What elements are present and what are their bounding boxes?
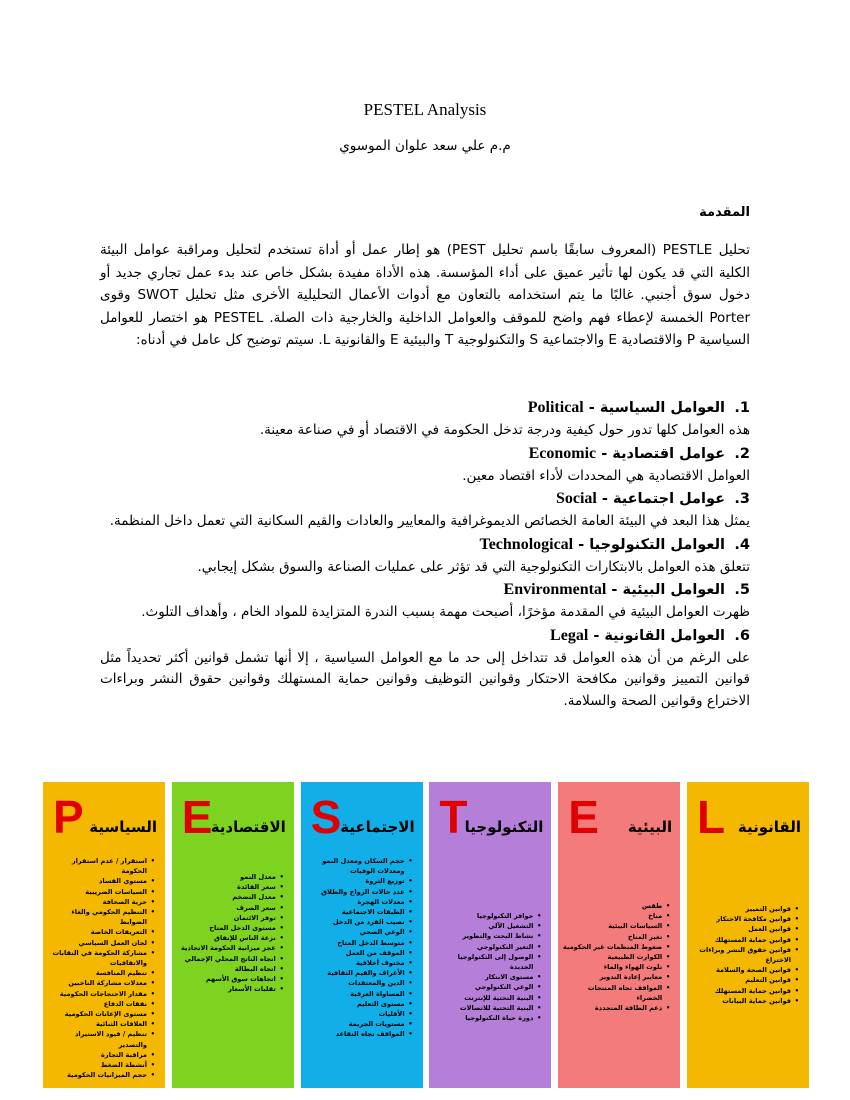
pestel-column-header xyxy=(687,782,809,856)
pestel-item: • قوانين حماية المستهلك xyxy=(691,935,799,945)
pestel-column-header xyxy=(429,782,551,856)
pestel-item: • مستوى الابتكار xyxy=(433,972,541,982)
factor-text: يمثل هذا البعد في البيئة العامة الخصائص الديموغرافية والمعايير والعادات والقيم السكانية التي تعمل داخل المنظمة. xyxy=(109,513,750,529)
factor-technological xyxy=(100,533,750,579)
pestel-item: • الوعي الصحي xyxy=(305,927,413,937)
factor-number: 4. xyxy=(734,536,750,553)
factor-title-en: Technological xyxy=(479,535,574,553)
pestel-column-3 xyxy=(301,782,423,1088)
pestel-item: • مستوى الدخل المتاح xyxy=(176,923,284,933)
pestel-item: • عجز ميزانية الحكومة الاتحادية xyxy=(176,943,284,953)
pestel-item: • الأقليات xyxy=(305,1009,413,1019)
pestel-label: السياسية xyxy=(89,818,157,836)
pestel-item: • تنظيم / قيود الاستيراد والتصدير xyxy=(47,1029,155,1049)
factor-title-en: Economic xyxy=(528,444,597,462)
pestel-item: • نزعة الناس للإنفاق xyxy=(176,933,284,943)
pestel-item: • قوانين مكافحة الاحتكار xyxy=(691,914,799,924)
factor-title-en: Environmental xyxy=(503,581,607,598)
pestel-letter: T xyxy=(439,791,468,843)
pestel-item: • طقس xyxy=(562,901,670,911)
factor-text: هذه العوامل كلها تدور حول كيفية ودرجة تدخل الحكومة في الاقتصاد أو في صناعة معينة. xyxy=(259,422,750,438)
pestel-item: • توفر الائتمان xyxy=(176,913,284,923)
pestel-label: البيئية xyxy=(627,818,673,836)
pestel-item: • حجم الميزانيات الحكومية xyxy=(47,1070,155,1080)
factor-number: 6. xyxy=(734,627,750,644)
document-title: PESTEL Analysis xyxy=(363,100,487,119)
factor-political xyxy=(100,396,750,442)
intro-paragraph: تحليل PESTLE (المعروف سابقًا باسم تحليل PEST) هو إطار عمل أو أداة تستخدم لتحليل ومراقبة عوامل البيئة الكلية التي قد يكون لها تأثير عميق على أداء المؤسسة. هذه الأداة مفيدة بشكل خاص عند بدء عمل تجاري جديد أو دخول سوق أجنبي. غالبًا ما يتم استخدامه بالتعاون مع أدوات الأعمال التحليلية الأخرى مثل تحليل SWOT وقوى Porter الخمسة لإعطاء فهم واضح للموقف والعوامل الداخلية والخارجية ذات الصلة. PESTEL هو اختصار للعوامل السياسية P والاقتصادية E والاجتماعية S والتكنولوجية T والبيئية E والقانونية L. سيتم توضيح كل عامل في أدناه: xyxy=(100,242,750,349)
pestel-item: • نصيب الفرد من الدخل xyxy=(305,917,413,927)
pestel-item: • اتجاه الناتج المحلي الإجمالي xyxy=(176,954,284,964)
pestel-item: • الوصول إلى التكنولوجيا الجديدة xyxy=(433,952,541,972)
pestel-infographic xyxy=(43,782,809,1088)
pestel-item: • التعريفات الخاصة xyxy=(47,927,155,937)
pestel-item: • مستويات الجريمة xyxy=(305,1019,413,1029)
pestel-column-5 xyxy=(558,782,680,1088)
factor-title-ar: العوامل التكنولوجيا - xyxy=(573,536,725,553)
pestel-label: التكنولوجيا xyxy=(464,818,544,836)
pestel-item: • قوانين حماية المستهلك xyxy=(691,986,799,996)
pestel-column-2 xyxy=(172,782,294,1088)
factor-number: 1. xyxy=(734,400,750,416)
pestel-item: • قوانين حماية البيانات xyxy=(691,996,799,1006)
pestel-item: • البنية التحتية للاتصالات xyxy=(433,1003,541,1013)
pestel-item: • مختوف أخلاقية xyxy=(305,958,413,968)
factor-number: 5. xyxy=(734,582,750,598)
pestel-item: • استقرار / عدم استقرار الحكومة xyxy=(47,856,155,876)
pestel-item: • اتجاهات سوق الأسهم xyxy=(176,974,284,984)
pestel-item: • مستوى الفساد xyxy=(47,876,155,886)
pestel-column-body xyxy=(429,856,551,1088)
pestel-item: • التنظيم الحكومي والغاء الضوابط xyxy=(47,907,155,927)
pestel-item: • معدلات الهجرة xyxy=(305,897,413,907)
pestel-item: • المواقف تجاه المنتجات الخضراء xyxy=(562,983,670,1003)
pestel-column-body xyxy=(687,856,809,1088)
pestel-item: • قوانين العمل xyxy=(691,924,799,934)
pestel-item: • تلوث الهواء والماء xyxy=(562,962,670,972)
factor-text: تتعلق هذه العوامل بالابتكارات التكنولوجية التي قد تؤثر على عمليات الصناعة والسوق بشكل إيجابي. xyxy=(197,558,750,575)
pestel-item: • الكوارث الطبيعية xyxy=(562,952,670,962)
intro-heading: المقدمة xyxy=(699,205,750,220)
pestel-item: • نشاط البحث والتطوير xyxy=(433,931,541,941)
pestel-items-list xyxy=(687,856,809,1006)
factor-title-en: Political xyxy=(527,399,584,416)
pestel-item: • أنشطة الضغط xyxy=(47,1060,155,1070)
factor-title-ar: العوامل القانونية - xyxy=(588,627,725,644)
pestel-items-list xyxy=(172,856,294,994)
pestel-items-list xyxy=(301,856,423,1040)
pestel-column-4 xyxy=(429,782,551,1088)
pestel-items-list xyxy=(429,856,551,1023)
pestel-item: • مستوى الإعانات الحكومية xyxy=(47,1009,155,1019)
pestel-item: • لجان العمل السياسي xyxy=(47,938,155,948)
pestel-column-header xyxy=(558,782,680,856)
pestel-column-header xyxy=(172,782,294,856)
pestel-item: • التشغيل الآلي xyxy=(433,921,541,931)
pestel-item: • مراقبة التجارة xyxy=(47,1050,155,1060)
pestel-column-body xyxy=(558,856,680,1088)
pestel-item: • العلاقات الثنائية xyxy=(47,1019,155,1029)
factor-title-ar: العوامل السياسية - xyxy=(583,400,725,416)
pestel-item: • قوانين التعليم xyxy=(691,975,799,985)
factor-legal xyxy=(100,624,750,713)
pestel-item: • ضغوط المنظمات غير الحكومية xyxy=(562,942,670,952)
pestel-label: الاقتصادية xyxy=(210,818,286,836)
pestel-item: • المساواة العرقية xyxy=(305,989,413,999)
pestel-item: • قوانين الصحة والسلامة xyxy=(691,965,799,975)
pestel-column-6 xyxy=(687,782,809,1088)
pestel-item: • الوعي التكنولوجي xyxy=(433,982,541,992)
pestel-column-1 xyxy=(43,782,165,1088)
pestel-item: • اتجاه البطالة xyxy=(176,964,284,974)
pestel-item: • مناخ xyxy=(562,911,670,921)
pestel-item: • عدد حالات الزواج والطلاق xyxy=(305,887,413,897)
pestel-item: • تقلبات الأسعار xyxy=(176,984,284,994)
pestel-item: • متوسط الدخل المتاح xyxy=(305,938,413,948)
pestel-item: • البنية التحتية للإنترنت xyxy=(433,993,541,1003)
pestel-item: • توزيع الثروة xyxy=(305,876,413,886)
pestel-item: • مقدار الاحتجاجات الحكومية xyxy=(47,989,155,999)
pestel-item: • السياسات البيئية xyxy=(562,921,670,931)
pestel-item: • دعم الطاقة المتجددة xyxy=(562,1003,670,1013)
pestel-item: • السياسات الضريبية xyxy=(47,887,155,897)
pestel-item: • سعر الفائدة xyxy=(176,882,284,892)
pestel-label: القانونية xyxy=(737,818,801,836)
pestel-column-body xyxy=(301,856,423,1088)
pestel-item: • قوانين التمييز xyxy=(691,904,799,914)
pestel-item: • معدل التضخم xyxy=(176,892,284,902)
pestel-items-list xyxy=(558,856,680,1013)
pestel-letter: P xyxy=(53,791,84,843)
factor-text: ظهرت العوامل البيئية في المقدمة مؤخرًا، أصبحت مهمة بسبب الندرة المتزايدة للمواد الخام ، وأهداف التلوث. xyxy=(141,604,750,620)
pestel-item: • حرية الصحافة xyxy=(47,897,155,907)
pestel-column-body xyxy=(43,856,165,1088)
factor-text: على الرغم من أن هذه العوامل قد تتداخل إلى حد ما مع العوامل السياسية ، إلا أنها تشمل قوانين أكثر تحديداً مثل قوانين التمييز وقوانين مكافحة الاحتكار وقوانين التوظيف وقوانين حماية المستهلك وقوانين حقوق النشر وبراءات الاختراع وقوانين الصحة والسلامة. xyxy=(100,649,750,709)
factor-number: 2. xyxy=(734,445,750,462)
pestel-items-list xyxy=(43,856,165,1080)
pestel-item: • مستوى التعليم xyxy=(305,999,413,1009)
factor-number: 3. xyxy=(734,491,750,507)
factor-title-ar: العوامل البيئية - xyxy=(606,582,725,598)
pestel-item: • الدين والمعتقدات xyxy=(305,978,413,988)
pestel-item: • معدل النمو xyxy=(176,872,284,882)
pestel-column-header xyxy=(43,782,165,856)
pestel-letter: L xyxy=(697,791,726,843)
pestel-item: • حوافز التكنولوجيا xyxy=(433,911,541,921)
pestel-letter: S xyxy=(310,791,342,843)
factor-title-en: Legal xyxy=(550,626,589,644)
factor-title-en: Social xyxy=(555,490,597,507)
pestel-column-body xyxy=(172,856,294,1088)
pestel-item: • تنظيم المنافسة xyxy=(47,968,155,978)
pestel-item: • نفقات الدفاع xyxy=(47,999,155,1009)
factor-environmental xyxy=(100,578,750,624)
pestel-item: • معايير إعادة التدوير xyxy=(562,972,670,982)
pestel-letter: E xyxy=(568,791,599,843)
factor-title-ar: عوامل اقتصادية - xyxy=(596,445,725,462)
factor-title-ar: عوامل اجتماعية - xyxy=(596,491,725,507)
pestel-item: • تغير المناخ xyxy=(562,932,670,942)
pestel-item: • التغير التكنولوجي xyxy=(433,942,541,952)
pestel-item: • الموقف من العمل xyxy=(305,948,413,958)
pestel-letter: E xyxy=(181,791,213,843)
factor-social xyxy=(100,487,750,533)
pestel-item: • دورة حياة التكنولوجيا xyxy=(433,1013,541,1023)
pestel-item: • سعر الصرف xyxy=(176,903,284,913)
factor-economic xyxy=(100,442,750,488)
author-name: م.م علي سعد علوان الموسوي xyxy=(339,138,511,154)
pestel-column-header xyxy=(301,782,423,856)
pestel-item: • معدلات مشاركة الناخبين xyxy=(47,978,155,988)
pestel-item: • الطبقات الاجتماعية xyxy=(305,907,413,917)
pestel-item: • مشاركة الحكومة في النقابات والاتفاقيات xyxy=(47,948,155,968)
pestel-item: • قوانين حقوق النشر وبراءات الاختراع xyxy=(691,945,799,965)
pestel-item: • الأعراف والقيم الثقافية xyxy=(305,968,413,978)
factor-text: العوامل الاقتصادية هي المحددات لأداء اقتصاد معين. xyxy=(462,467,750,484)
pestel-label: الاجتماعية xyxy=(340,818,415,836)
factors-list xyxy=(100,396,750,712)
pestel-item: • المواقف تجاه التقاعد xyxy=(305,1029,413,1039)
pestel-item: • حجم السكان ومعدل النمو ومعدلات الوفيات xyxy=(305,856,413,876)
